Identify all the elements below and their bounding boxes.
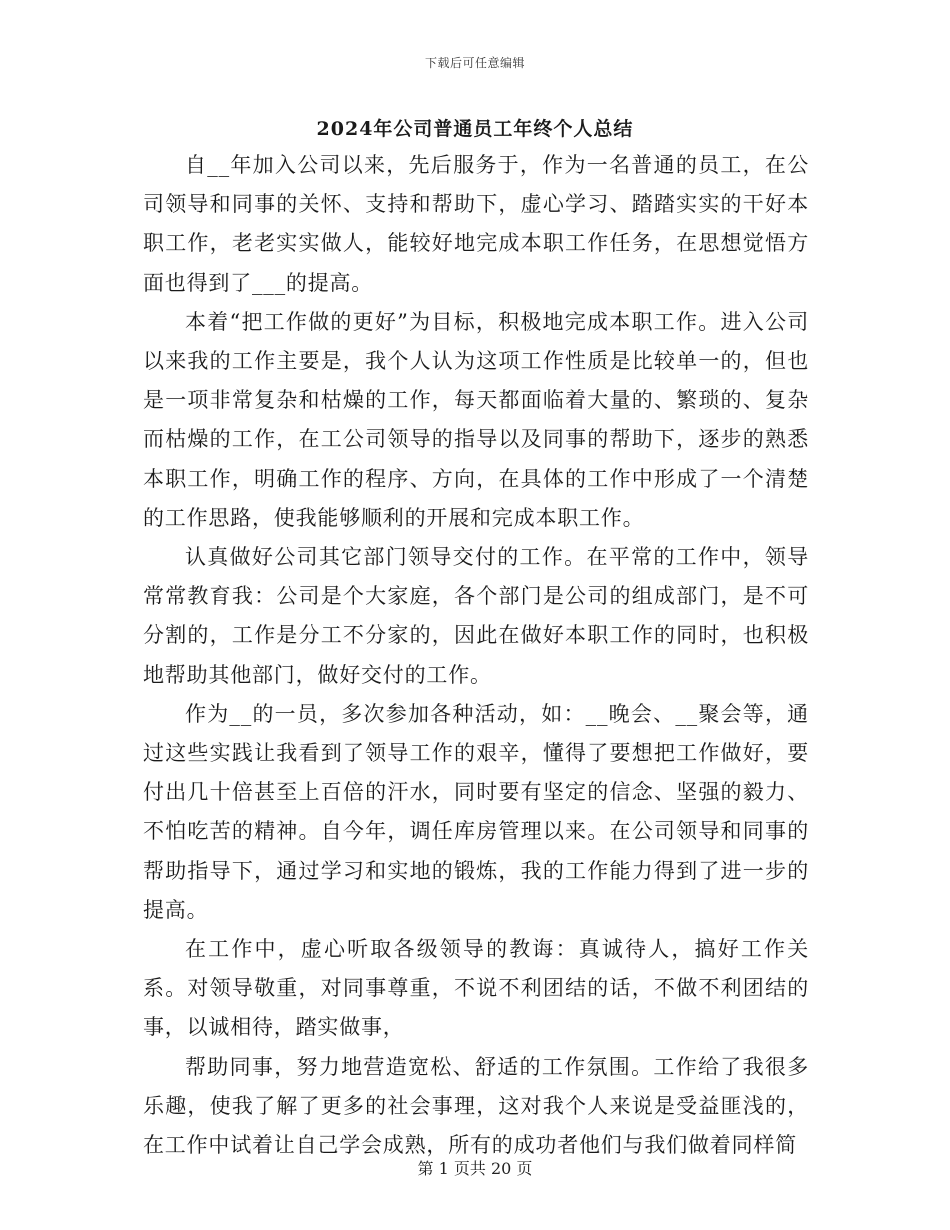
paragraph: 本着“把工作做的更好”为目标，积极地完成本职工作。进入公司以来我的工作主要是，我个人认为这项工作性质是比较单一的，但也是一项非常复杂和枯燥的工作，每天都面临着大量的、繁琐的、复杂而枯燥的工作，在工公司领导的指导以及同事的帮助下，逐步的熟悉本职工作，明确工作的程序、方向，在具体的工作中形成了一个清楚的工作思路，使我能够顺利的开展和完成本职工作。: [143, 309, 809, 530]
paragraph: 认真做好公司其它部门领导交付的工作。在平常的工作中，领导常常教育我：公司是个大家庭，各个部门是公司的组成部门，是不可分割的，工作是分工不分家的，因此在做好本职工作的同时，也积极地帮助其他部门，做好交付的工作。: [143, 545, 809, 687]
paragraph: 作为__的一员，多次参加各种活动，如：__晚会、__聚会等，通过这些实践让我看到了领导工作的艰辛，懂得了要想把工作做好，要付出几十倍甚至上百倍的汗水，同时要有坚定的信念、坚强的毅力、不怕吃苦的精神。自今年，调任库房管理以来。在公司领导和同事的帮助指导下，通过学习和实地的锻炼，我的工作能力得到了进一步的提高。: [143, 701, 809, 922]
paragraph: 自__年加入公司以来，先后服务于，作为一名普通的员工，在公司领导和同事的关怀、支持和帮助下，虚心学习、踏踏实实的干好本职工作，老老实实做人，能较好地完成本职工作任务，在思想觉悟方面也得到了___的提高。: [143, 153, 809, 295]
document-title: 2024年公司普通员工年终个人总结: [316, 118, 634, 140]
paragraph: 帮助同事，努力地营造宽松、舒适的工作氛围。工作给了我很多乐趣，使我了解了更多的社会事理，这对我个人来说是受益匪浅的，在工作中试着让自己学会成熟，所有的成功者他们与我们做着同样简: [143, 1054, 809, 1158]
header-note: 下载后可任意编辑: [424, 56, 525, 70]
paragraph: 在工作中，虚心听取各级领导的教诲：真诚待人，搞好工作关系。对领导敬重，对同事尊重，不说不利团结的话，不做不利团结的事，以诚相待，踏实做事，: [143, 937, 809, 1040]
page-number-footer: 第 1 页共 20 页: [417, 1159, 533, 1178]
document-body: [143, 146, 809, 1165]
